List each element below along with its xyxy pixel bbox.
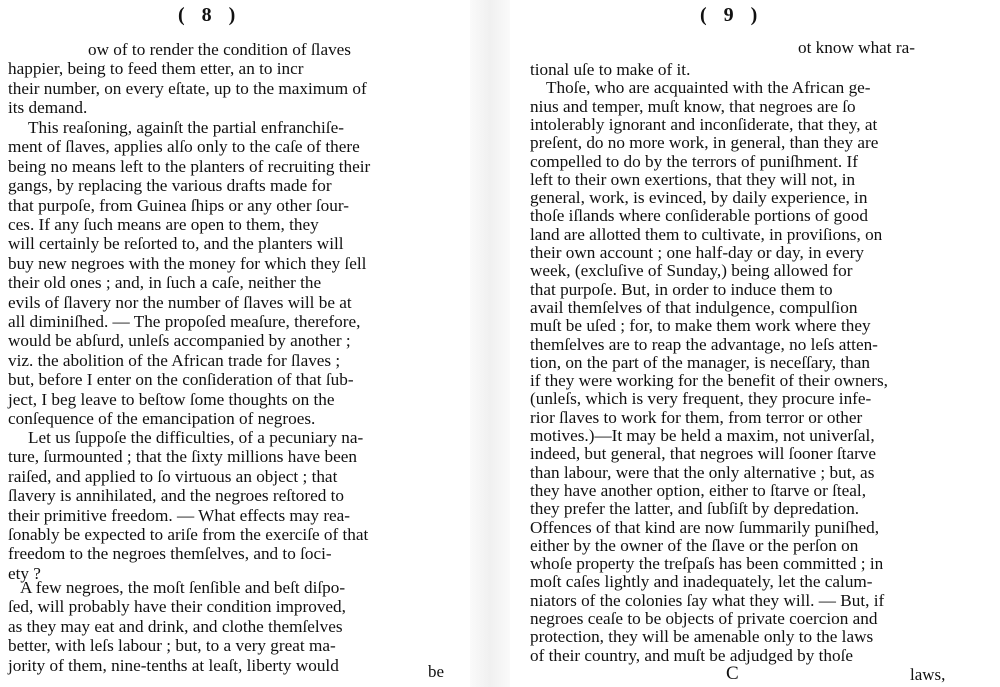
text-line: ſlavery is annihilated, and the negroes reſtored to bbox=[8, 486, 344, 506]
text-line: compelled to do by the terrors of puniſhment. If bbox=[530, 151, 858, 171]
text-line: will certainly be reſorted to, and the planters will bbox=[8, 234, 344, 254]
text-line: whoſe property the treſpaſs has been committed ; in bbox=[530, 554, 884, 574]
text-line: left to their own exertions, that they will not, in bbox=[530, 169, 856, 189]
text-line: ject, I beg leave to beſtow ſome thoughts on the bbox=[8, 389, 335, 409]
text-line: ot know what ra- bbox=[798, 38, 915, 57]
text-line: happier, being to feed them etter, an to incr bbox=[8, 59, 304, 79]
text-line: but, before I enter on the conſideration of that ſub- bbox=[8, 370, 354, 390]
text-line: all diminiſhed. — The propoſed meaſure, therefore, bbox=[8, 312, 361, 331]
text-line: their old ones ; and, in ſuch a caſe, neither the bbox=[8, 273, 322, 293]
left-page bbox=[0, 0, 470, 687]
text-line: better, with leſs labour ; but, to a very great ma- bbox=[8, 636, 336, 656]
text-line: land are allotted them to cultivate, in proviſions, on bbox=[530, 224, 883, 244]
catchword-left: be bbox=[428, 662, 445, 681]
text-line: This reaſoning, againſt the partial enfranchiſe- bbox=[28, 118, 344, 137]
text-line: as they may eat and drink, and clothe themſelves bbox=[8, 616, 343, 636]
text-line: week, (excluſive of Sunday,) being allowed for bbox=[530, 261, 853, 281]
text-line: that purpoſe, from Guinea ſhips or any other ſour- bbox=[8, 195, 349, 215]
catchword-right: laws, bbox=[910, 665, 946, 684]
text-line: ſonably be expected to ariſe from the exerciſe of that bbox=[8, 525, 369, 544]
text-line: their primitive freedom. — What effects may rea- bbox=[8, 505, 351, 525]
text-line: their number, on every eſtate, up to the maximum of bbox=[8, 78, 367, 98]
text-line: thoſe iſlands where conſiderable portions of good bbox=[530, 206, 868, 226]
text-line: Thoſe, who are acquainted with the African ge- bbox=[546, 78, 871, 98]
text-line: motives.)—It may be held a maxim, not univerſal, bbox=[530, 426, 875, 445]
text-line: indeed, but general, that negroes will ſooner ſtarve bbox=[530, 444, 877, 464]
page-number-right: ( 9 ) bbox=[700, 4, 764, 26]
text-line: conſequence of the emancipation of negroes. bbox=[8, 409, 316, 428]
text-line: Offences of that kind are now ſummarily puniſhed, bbox=[530, 517, 880, 537]
text-line: if they were working for the benefit of their owners, bbox=[530, 371, 888, 391]
text-line: preſent, do no more work, in general, than they are bbox=[530, 133, 879, 153]
text-line: their own account ; one half-day or day, in every bbox=[530, 243, 864, 262]
text-line: negroes ceaſe to be objects of private coercion and bbox=[530, 609, 878, 628]
text-line: rior ſlaves to work for them, from terror or other bbox=[530, 407, 863, 427]
page-number-left: ( 8 ) bbox=[178, 4, 242, 26]
text-line: moſt caſes lightly and inadequately, let the calum- bbox=[530, 572, 873, 592]
text-line: protection, they will be amenable only to the laws bbox=[530, 627, 874, 647]
text-line: niators of the colonies ſay what they will. — But, if bbox=[530, 590, 885, 610]
book-gutter bbox=[470, 0, 510, 687]
text-line: ment of ſlaves, applies alſo only to the caſe of there bbox=[8, 137, 360, 157]
text-line: avail themſelves of that indulgence, compulſion bbox=[530, 297, 858, 317]
text-line: ety ? bbox=[8, 563, 41, 583]
right-page bbox=[510, 0, 1000, 687]
text-line: ſed, will probably have their condition improved, bbox=[8, 597, 346, 617]
text-line: themſelves are to reap the advantage, no leſs atten- bbox=[530, 334, 878, 354]
text-line: ow of to render the condition of ſlaves bbox=[88, 40, 351, 59]
text-line: tion, on the part of the manager, is neceſſary, than bbox=[530, 352, 870, 372]
text-line: ture, ſurmounted ; that the ſixty millions have been bbox=[8, 447, 357, 467]
text-line: they prefer the latter, and ſubſiſt by depredation. bbox=[530, 499, 860, 519]
text-line: of their country, and muſt be adjudged by thoſe bbox=[530, 645, 853, 665]
text-line: being no means left to the planters of recruiting their bbox=[8, 156, 371, 176]
text-line: gangs, by replacing the various drafts made for bbox=[8, 176, 332, 196]
text-line: Let us ſuppoſe the difficulties, of a pecuniary na- bbox=[28, 428, 364, 447]
text-line: raiſed, and applied to ſo virtuous an object ; that bbox=[8, 466, 338, 486]
text-line: that purpoſe. But, in order to induce them to bbox=[530, 279, 833, 299]
text-line: evils of ſlavery nor the number of ſlaves will be at bbox=[8, 292, 352, 312]
text-line: buy new negroes with the money for which they ſell bbox=[8, 253, 367, 273]
text-line: than labour, were that the only alternative ; but, as bbox=[530, 462, 875, 482]
signature-mark: C bbox=[726, 663, 739, 684]
text-line: intolerably ignorant and inconſiderate, that they, at bbox=[530, 114, 878, 134]
text-line: its demand. bbox=[8, 98, 88, 118]
text-line: viz. the abolition of the African trade for ſlaves ; bbox=[8, 350, 341, 370]
text-line: muſt be uſed ; for, to make them work where they bbox=[530, 316, 871, 336]
text-line: nius and temper, muſt know, that negroes are ſo bbox=[530, 96, 856, 116]
text-line: ces. If any ſuch means are open to them, they bbox=[8, 215, 319, 234]
text-line: jority of them, nine-tenths at leaſt, liberty would bbox=[8, 655, 339, 675]
text-line: freedom to the negroes themſelves, and to ſoci- bbox=[8, 544, 332, 564]
text-line: they have another option, either to ſtarve or ſteal, bbox=[530, 480, 866, 500]
text-line: general, work, is evinced, by daily experience, in bbox=[530, 188, 868, 208]
text-line: would be abſurd, unleſs accompanied by another ; bbox=[8, 331, 351, 351]
text-line: A few negroes, the moſt ſenſible and beſt diſpo- bbox=[20, 578, 346, 597]
text-line: tional uſe to make of it. bbox=[530, 60, 691, 79]
text-line: (unleſs, which is very frequent, they procure infe- bbox=[530, 389, 872, 409]
text-line: either by the owner of the ſlave or the perſon on bbox=[530, 535, 859, 555]
